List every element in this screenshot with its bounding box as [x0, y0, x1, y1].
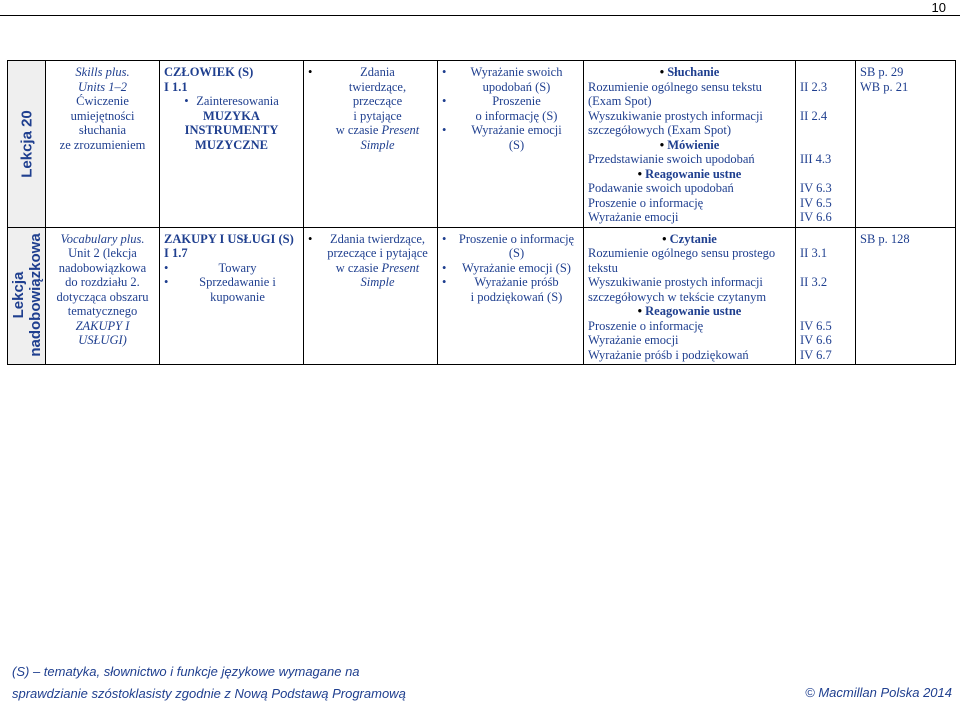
lesson-label [10, 233, 44, 356]
skills-detail-cell [584, 227, 796, 365]
topic-item: • Zainteresowania [184, 94, 279, 109]
grammar-line: i pytające [353, 108, 402, 123]
unit-cell [46, 227, 160, 365]
unit-line: Unit 2 (lekcja [68, 246, 137, 260]
skill-heading-bullet: • [659, 137, 668, 152]
skill-line: szczegółowych (Exam Spot) [588, 123, 732, 137]
skill-heading-bullet: • [637, 166, 646, 181]
lesson-label [18, 110, 35, 178]
material-ref: WB p. 21 [860, 79, 909, 94]
codes-cell [796, 227, 856, 365]
grammar-line: w czasie Present [335, 260, 420, 275]
unit-line: nadobowiązkowa [58, 260, 147, 275]
unit-cell [46, 61, 160, 228]
function-item [442, 94, 579, 123]
skill-line: Podawanie swoich upodobań [588, 181, 734, 195]
lesson-label-wrap [12, 65, 41, 222]
material-ref: SB p. 29 [860, 65, 904, 79]
grammar-bullet: • [308, 65, 313, 79]
functions-cell [438, 61, 584, 228]
function-line: • Wyrażanie próśb [474, 275, 559, 289]
skill-line: tekstu [588, 260, 618, 275]
function-line: • Wyrażanie swoich [470, 65, 563, 79]
topic-list [164, 261, 299, 305]
skill-heading: • Mówienie [659, 137, 720, 152]
copyright: © Macmillan Polska 2014 [805, 685, 952, 700]
standard-code: II 3.2 [800, 275, 828, 289]
page-number: 10 [931, 0, 946, 15]
skill-line: Wyszukiwanie prostych informacji [588, 275, 763, 289]
grammar-term: Simple [360, 275, 395, 289]
standard-code: IV 6.5 [800, 195, 832, 210]
materials-cell [856, 61, 956, 228]
function-line: • Proszenie o informację [458, 231, 575, 246]
functions-cell [438, 227, 584, 365]
grammar-block [308, 232, 433, 290]
footer-note-line1: (S) – tematyka, słownictwo i funkcje językowe wymagane na [12, 664, 360, 679]
function-line: upodobań (S) [482, 79, 551, 94]
topic-code: I 1.7 [164, 246, 188, 260]
function-line: i podziękowań (S) [470, 289, 563, 304]
standard-code: IV 6.6 [800, 210, 832, 224]
topic-extra: MUZYKA [203, 108, 260, 123]
grammar-line [322, 138, 433, 153]
function-item [442, 232, 579, 261]
unit-line: umiejętności [70, 108, 135, 123]
unit-line: Units 1–2 [78, 79, 127, 94]
functions-list [442, 232, 579, 305]
unit-line: USŁUGI) [78, 333, 127, 347]
grammar-term: Present [381, 123, 420, 137]
standard-code [800, 232, 851, 247]
functions-list [442, 65, 579, 152]
grammar-line: przeczące i pytające [327, 246, 428, 260]
standard-code: III 4.3 [800, 152, 832, 166]
standard-code: II 2.3 [800, 79, 828, 94]
table-row [8, 227, 956, 365]
standard-code: IV 6.6 [800, 333, 832, 347]
grammar-line: Zdania [360, 65, 395, 79]
standard-code: IV 6.7 [800, 347, 832, 362]
lesson-label-cell [8, 227, 46, 365]
standard-code: II 2.4 [800, 108, 828, 123]
unit-line: Ćwiczenie [76, 94, 129, 108]
skill-line: Rozumienie ogólnego sensu prostego [588, 246, 776, 260]
skill-heading: • Reagowanie ustne [637, 166, 742, 181]
skill-heading: • Reagowanie ustne [637, 304, 742, 318]
topic-item: • Sprzedawanie i kupowanie [164, 275, 299, 304]
skill-line: (Exam Spot) [588, 94, 652, 108]
standard-code: II 3.1 [800, 246, 828, 260]
standard-code [800, 65, 851, 80]
function-item [442, 275, 579, 304]
standard-code [800, 290, 851, 305]
unit-line: tematycznego [67, 304, 138, 318]
lesson-label-cell [8, 61, 46, 228]
unit-line: dotycząca obszaru [56, 289, 149, 304]
lesson-label-line: Lekcja 20 [18, 109, 35, 178]
unit-line: do rozdziału 2. [65, 275, 140, 289]
standard-code [800, 123, 851, 138]
skill-heading: • Czytanie [662, 231, 717, 246]
unit-line: Skills plus. [75, 65, 130, 79]
function-line: (S) [508, 246, 525, 260]
standard-code [800, 261, 851, 276]
material-ref: SB p. 128 [860, 231, 910, 246]
skill-line: Rozumienie ogólnego sensu tekstu [588, 79, 762, 94]
skill-line: Przedstawianie swoich upodobań [588, 152, 755, 166]
standard-code [800, 138, 851, 153]
grammar-line [322, 275, 433, 290]
function-line: • Wyrażanie emocji [471, 123, 562, 137]
lesson-label-line: Lekcja [9, 271, 27, 319]
function-item [442, 65, 579, 94]
topic-extra: INSTRUMENTY [184, 123, 279, 137]
skill-line: Proszenie o informację [588, 195, 704, 210]
topic-cell [160, 61, 304, 228]
skill-heading-bullet: • [662, 231, 670, 246]
unit-line: ze zrozumieniem [59, 137, 146, 152]
lesson-plan-table [7, 60, 956, 365]
function-line: • Wyrażanie emocji (S) [462, 260, 571, 275]
skill-line: Wyrażanie emocji [588, 210, 679, 224]
function-item [442, 123, 579, 152]
lesson-label-line: nadobowiązkowa [26, 233, 44, 357]
grammar-term: Present [381, 260, 420, 275]
standard-code [800, 304, 851, 319]
materials-cell [856, 227, 956, 365]
grammar-cell [304, 61, 438, 228]
unit-line: Vocabulary plus. [60, 231, 145, 246]
grammar-line: w czasie Present [335, 123, 420, 137]
topic-title: CZŁOWIEK (S) [164, 65, 254, 79]
topic-item: • Towary [164, 261, 299, 276]
codes-cell [796, 61, 856, 228]
topic-cell [160, 227, 304, 365]
grammar-line: twierdzące, [348, 79, 407, 94]
skill-line: Proszenie o informację [588, 318, 704, 333]
grammar-term: Simple [360, 137, 395, 152]
skill-line: Wyrażanie emocji [588, 333, 679, 347]
skills-detail-cell [584, 61, 796, 228]
grammar-block [308, 65, 433, 152]
topic-code: I 1.1 [164, 79, 188, 94]
grammar-bullet: • [308, 231, 313, 246]
unit-line: ZAKUPY I [75, 318, 130, 333]
function-item [442, 261, 579, 276]
lesson-label-wrap [9, 232, 44, 359]
standard-code [800, 94, 851, 109]
skill-heading-bullet: • [637, 304, 646, 318]
topic-extra: MUZYCZNE [195, 137, 268, 152]
header-rule [0, 15, 960, 16]
standard-code: IV 6.5 [800, 318, 832, 333]
skill-line: szczegółowych w tekście czytanym [588, 289, 767, 304]
skill-heading: • Słuchanie [659, 65, 720, 79]
grammar-line: przeczące [352, 94, 403, 108]
function-line: o informację (S) [475, 108, 558, 123]
skill-heading-bullet: • [659, 65, 668, 79]
footer-note-line2: sprawdzianie szóstoklasisty zgodnie z Nową Podstawą Programową [12, 686, 406, 701]
skill-line: Wyszukiwanie prostych informacji [588, 108, 763, 123]
function-line: • Proszenie [492, 94, 541, 108]
function-line: (S) [508, 137, 525, 152]
standard-code [800, 167, 851, 182]
grammar-line: Zdania twierdzące, [329, 231, 426, 246]
grammar-cell [304, 227, 438, 365]
unit-line: słuchania [78, 123, 127, 137]
standard-code: IV 6.3 [800, 181, 832, 195]
topic-title: ZAKUPY I USŁUGI (S) [164, 231, 294, 246]
skill-line: Wyrażanie próśb i podziękowań [588, 347, 749, 362]
topic-list [184, 94, 279, 109]
table-row [8, 61, 956, 228]
